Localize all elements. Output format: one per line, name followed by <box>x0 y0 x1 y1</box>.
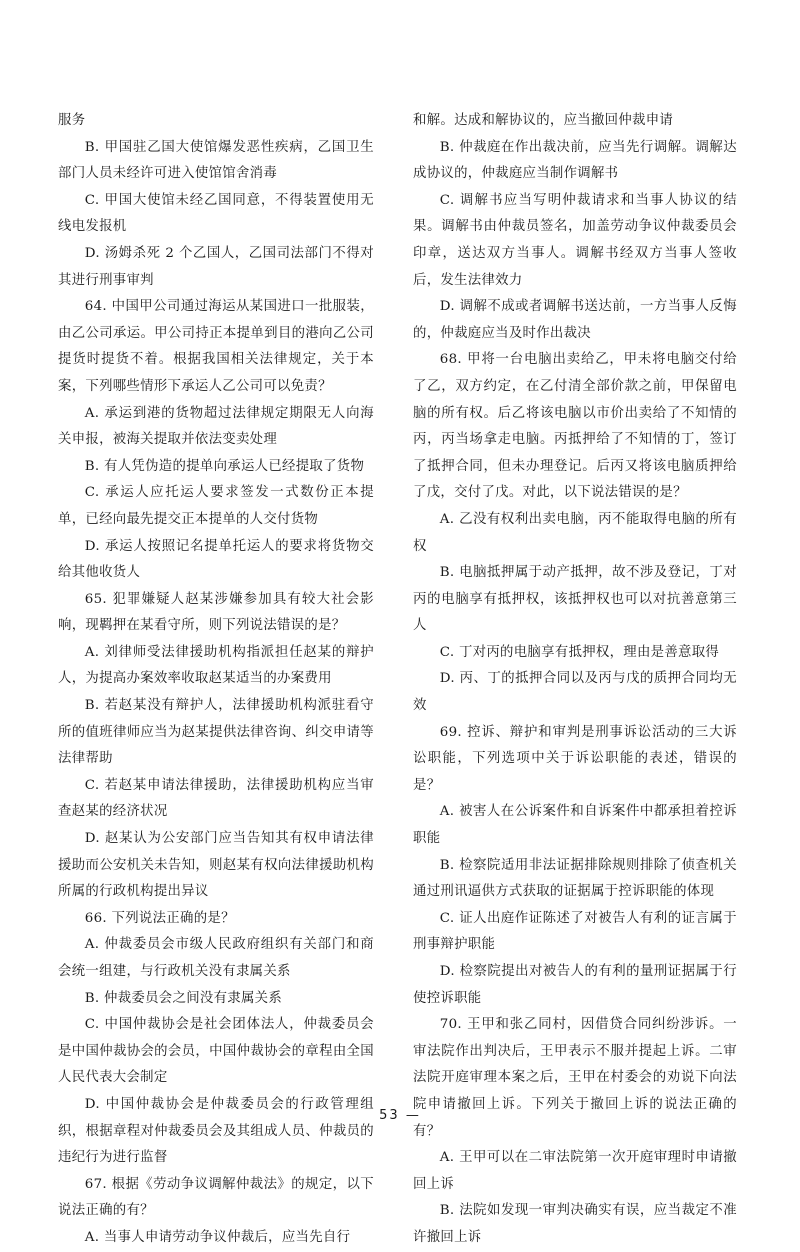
page-number: 53 — <box>379 1108 421 1123</box>
paragraph: C. 承运人应托运人要求签发一式数份正本提单，已经向最先提交正本提单的人交付货物 <box>58 485 374 527</box>
paragraph: B. 法院如发现一审判决确实有误，应当裁定不准许撤回上诉 <box>413 1203 737 1245</box>
paragraph: A. 当事人申请劳动争议仲裁后，应当先自行 <box>84 1229 351 1245</box>
paragraph: 68. 甲将一台电脑出卖给乙，甲未将电脑交付给了乙，双方约定，在乙付清全部价款之前，甲保留电脑的所有权。后乙将该电脑以市价出卖给了不知情的丙，丙当场拿走电脑。丙抵押给了不知情的丁，签订了抵押合同，但未办理登记。后丙又将该电脑质押给了戊，交付了戊。对此，以下说法错误的是？ <box>413 352 737 501</box>
paragraph: B. 仲裁委员会之间没有隶属关系 <box>84 990 283 1006</box>
paragraph: B. 电脑抵押属于动产抵押，故不涉及登记，丁对丙的电脑享有抵押权，该抵押权也可以对抗善意第三人 <box>413 565 737 634</box>
paragraph: C. 若赵某申请法律援助，法律援助机构应当审查赵某的经济状况 <box>58 777 374 820</box>
paragraph: A. 王甲可以在二审法院第一次开庭审理时申请撤回上诉 <box>413 1150 737 1192</box>
paragraph: 69. 控诉、辩护和审判是刑事诉讼活动的三大诉讼职能，下列选项中关于诉讼职能的表述，错误的是？ <box>413 724 737 793</box>
paragraph: 服务 <box>58 113 86 128</box>
paragraph: D. 承运人按照记名提单托运人的要求将货物交给其他收货人 <box>58 538 374 581</box>
right-column <box>413 108 737 1252</box>
paragraph: C. 调解书应当写明仲裁请求和当事人协议的结果。调解书由仲裁员签名，加盖劳动争议仲裁委员会印章，送达双方当事人。调解书经双方当事人签收后，发生法律效力 <box>413 192 737 288</box>
paragraph: 和解。达成和解协议的，应当撤回仲裁申请 <box>413 113 674 128</box>
paragraph: A. 仲裁委员会市级人民政府组织有关部门和商会统一组建，与行政机关没有隶属关系 <box>58 937 374 979</box>
paragraph: D. 中国仲裁协会是仲裁委员会的行政管理组织，根据章程对仲裁委员会及其组成人员、仲裁员的违纪行为进行监督 <box>58 1096 374 1166</box>
paragraph: A. 被害人在公诉案件和自诉案件中都承担着控诉职能 <box>413 804 737 847</box>
paragraph: B. 甲国驻乙国大使馆爆发恶性疾病，乙国卫生部门人员未经许可进入使馆馆舍消毒 <box>58 139 374 182</box>
paragraph: D. 赵某认为公安部门应当告知其有权申请法律援助而公安机关未告知，则赵某有权向法律援助机构所属的行政机构提出异议 <box>58 831 374 900</box>
paragraph: D. 调解不成或者调解书送达前，一方当事人反悔的，仲裁庭应当及时作出裁决 <box>413 299 737 341</box>
paragraph: D. 汤姆杀死 2 个乙国人，乙国司法部门不得对其进行刑事审判 <box>58 245 374 288</box>
paragraph: C. 中国仲裁协会是社会团体法人，仲裁委员会是中国仲裁协会的会员，中国仲裁协会的章程由全国人民代表大会制定 <box>58 1017 374 1086</box>
paragraph: 65. 犯罪嫌疑人赵某涉嫌参加具有较大社会影响，现羁押在某看守所，则下列说法错误的是？ <box>58 591 374 634</box>
paragraph: C. 证人出庭作证陈述了对被告人有利的证言属于刑事辩护职能 <box>413 910 737 953</box>
paragraph: A. 刘律师受法律援助机构指派担任赵某的辩护人，为提高办案效率收取赵某适当的办案费用 <box>58 644 374 687</box>
paragraph: B. 有人凭伪造的提单向承运人已经提取了货物 <box>84 458 365 474</box>
paragraph: B. 检察院适用非法证据排除规则排除了侦查机关通过刑讯逼供方式获取的证据属于控诉职能的体现 <box>413 857 737 900</box>
paragraph: C. 丁对丙的电脑享有抵押权，理由是善意取得 <box>439 644 720 660</box>
paragraph: C. 甲国大使馆未经乙国同意，不得装置使用无线电发报机 <box>58 192 374 235</box>
paragraph: 67. 根据《劳动争议调解仲裁法》的规定，以下说法正确的有？ <box>58 1176 374 1219</box>
paragraph: A. 乙没有权利出卖电脑，丙不能取得电脑的所有权 <box>413 511 737 554</box>
left-column <box>58 108 374 1252</box>
paragraph: D. 丙、丁的抵押合同以及丙与戊的质押合同均无效 <box>413 671 737 714</box>
paragraph: 64. 中国甲公司通过海运从某国进口一批服装，由乙公司承运。甲公司持正本提单到目的港向乙公司提货时提货不着。根据我国相关法律规定，关于本案，下列哪些情形下承运人乙公司可以免责？ <box>58 299 374 394</box>
paragraph: 70. 王甲和张乙同村，因借贷合同纠纷涉诉。一审法院作出判决后，王甲表示不服并提起上诉。二审法院开庭审理本案之后，王甲在村委会的劝说下向法院申请撤回上诉。下列关于撤回上诉的说法正确的有？ <box>413 1017 737 1139</box>
paragraph: D. 检察院提出对被告人的有利的量刑证据属于行使控诉职能 <box>413 964 737 1006</box>
paragraph: 66. 下列说法正确的是？ <box>84 910 235 926</box>
paragraph: B. 仲裁庭在作出裁决前，应当先行调解。调解达成协议的，仲裁庭应当制作调解书 <box>413 139 737 182</box>
paragraph: A. 承运到港的货物超过法律规定期限无人向海关申报，被海关提取并依法变卖处理 <box>58 405 374 448</box>
paragraph: B. 若赵某没有辩护人，法律援助机构派驻看守所的值班律师应当为赵某提供法律咨询、纠交申请等法律帮助 <box>58 698 374 767</box>
